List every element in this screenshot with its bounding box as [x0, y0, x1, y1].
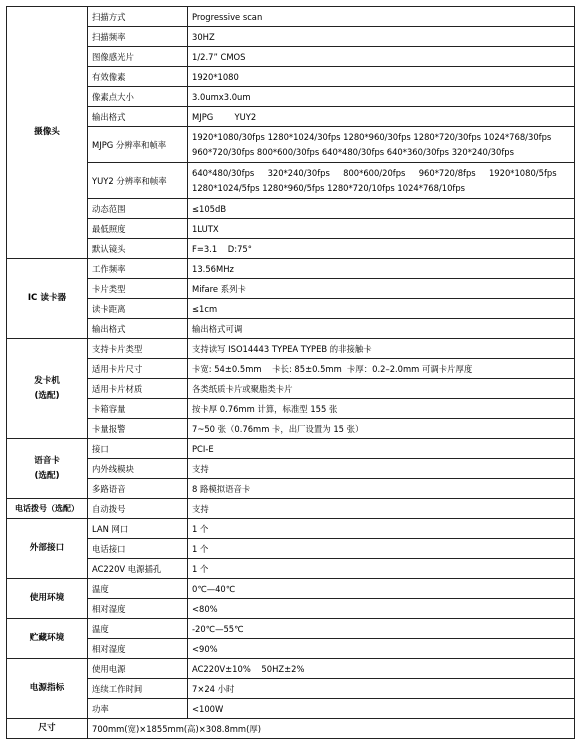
item-value: 各类纸质卡片或聚脂类卡片 [188, 379, 575, 399]
item-value: -20℃—55℃ [188, 619, 575, 639]
item-label: 扫描频率 [88, 27, 188, 47]
table-row [7, 163, 575, 199]
item-value: 按卡厚 0.76mm 计算，标准型 155 张 [188, 399, 575, 419]
table-row [7, 379, 575, 399]
item-value: MJPG YUY2 [188, 107, 575, 127]
table-row [7, 219, 575, 239]
table-row [7, 539, 575, 559]
item-value: 13.56MHz [188, 259, 575, 279]
item-label: 工作频率 [88, 259, 188, 279]
item-label: 功率 [88, 699, 188, 719]
table-row [7, 47, 575, 67]
item-label: 最低照度 [88, 219, 188, 239]
item-label: 温度 [88, 579, 188, 599]
item-value: 1920*1080 [188, 67, 575, 87]
item-value: ≤105dB [188, 199, 575, 219]
item-value: 1 个 [188, 519, 575, 539]
item-label: 卡箱容量 [88, 399, 188, 419]
group-voice-card [7, 439, 88, 499]
table-row [7, 579, 575, 599]
item-value: 7~50 张（0.76mm 卡，出厂设置为 15 张） [188, 419, 575, 439]
item-value: AC220V±10% 50HZ±2% [188, 659, 575, 679]
table-row [7, 299, 575, 319]
table-row [7, 259, 575, 279]
item-value: 1 个 [188, 539, 575, 559]
item-label: 读卡距离 [88, 299, 188, 319]
item-label: 相对湿度 [88, 599, 188, 619]
item-label: 输出格式 [88, 319, 188, 339]
group-label: 使用环境 [29, 593, 65, 603]
group-ic-reader [7, 259, 88, 339]
item-value: 1/2.7” CMOS [188, 47, 575, 67]
table-row [7, 619, 575, 639]
item-label: 图像感光片 [88, 47, 188, 67]
table-row [7, 27, 575, 47]
group-sublabel: (选配) [34, 470, 60, 481]
item-label: 内外线模块 [88, 459, 188, 479]
item-label: 接口 [88, 439, 188, 459]
table-row [7, 679, 575, 699]
table-row [7, 339, 575, 359]
item-label: 支持卡片类型 [88, 339, 188, 359]
group-label: 电话拨号（选配） [15, 504, 79, 513]
item-value: 输出格式可调 [188, 319, 575, 339]
item-value: 1920*1080/30fps 1280*1024/30fps 1280*960/30fps 1280*720/30fps 1024*768/30fps 960*720/30fps 800*600/30fps 640*480/30fps 640*360/30fps 320*240/30fps [188, 127, 575, 163]
table-row [7, 639, 575, 659]
table-row [7, 279, 575, 299]
item-value: 3.0umx3.0um [188, 87, 575, 107]
table-row [7, 239, 575, 259]
item-value: 卡宽: 54±0.5mm 卡长: 85±0.5mm 卡厚：0.2–2.0mm 可调卡片厚度 [188, 359, 575, 379]
item-value: Progressive scan [188, 7, 575, 27]
table-row [7, 199, 575, 219]
item-label: 动态范围 [88, 199, 188, 219]
item-value: ≤1cm [188, 299, 575, 319]
item-label: 多路语音 [88, 479, 188, 499]
group-card-dispenser [7, 339, 88, 439]
group-label: 外部接口 [29, 543, 65, 553]
group-label: 电源指标 [29, 683, 65, 693]
item-label: 适用卡片材质 [88, 379, 188, 399]
item-value: 支持 [188, 499, 575, 519]
item-label: 连续工作时间 [88, 679, 188, 699]
table-row [7, 87, 575, 107]
group-label: 语音卡 [34, 455, 60, 466]
table-row [7, 559, 575, 579]
group-label: IC 读卡器 [27, 293, 67, 303]
group-camera [7, 7, 88, 259]
table-row [7, 107, 575, 127]
item-value: 8 路模拟语音卡 [188, 479, 575, 499]
item-label: 相对湿度 [88, 639, 188, 659]
item-label: AC220V 电源插孔 [88, 559, 188, 579]
item-value: <90% [188, 639, 575, 659]
item-label: 默认镜头 [88, 239, 188, 259]
group-label: 发卡机 [34, 375, 60, 386]
item-value: 0℃—40℃ [188, 579, 575, 599]
table-row [7, 359, 575, 379]
group-label: 摄像头 [34, 127, 60, 137]
table-row [7, 479, 575, 499]
group-label: 贮藏环境 [29, 633, 65, 643]
table-row [7, 719, 575, 739]
table-row [7, 439, 575, 459]
table-row [7, 127, 575, 163]
table-row [7, 7, 575, 27]
item-value: 7×24 小时 [188, 679, 575, 699]
item-label: 使用电源 [88, 659, 188, 679]
item-label: 电话接口 [88, 539, 188, 559]
item-value: Mifare 系列卡 [188, 279, 575, 299]
item-value: 640*480/30fps 320*240/30fps 800*600/20fps 960*720/8fps 1920*1080/5fps 1280*1024/5fps 1280*960/5fps 1280*720/10fps 1024*768/10fps [188, 163, 575, 199]
table-row [7, 399, 575, 419]
item-label: 扫描方式 [88, 7, 188, 27]
item-label: 卡片类型 [88, 279, 188, 299]
item-label: 自动拨号 [88, 499, 188, 519]
item-value: <80% [188, 599, 575, 619]
item-label: 卡量报警 [88, 419, 188, 439]
table-row [7, 459, 575, 479]
table-row [7, 67, 575, 87]
item-label: 有效像素 [88, 67, 188, 87]
item-value: PCI-E [188, 439, 575, 459]
item-value: 1 个 [188, 559, 575, 579]
item-label: MJPG 分辨率和帧率 [88, 127, 188, 163]
table-row [7, 499, 575, 519]
group-external-ports [7, 519, 88, 579]
item-label: LAN 网口 [88, 519, 188, 539]
item-value: <100W [188, 699, 575, 719]
item-value: 1LUTX [188, 219, 575, 239]
item-value: F=3.1 D:75° [188, 239, 575, 259]
item-value: 支持 [188, 459, 575, 479]
item-label: 输出格式 [88, 107, 188, 127]
group-size: 尺寸 [7, 719, 88, 739]
size-value: 700mm(宽)×1855mm(高)×308.8mm(厚) [88, 719, 575, 739]
spec-table [6, 6, 575, 739]
group-storage-env [7, 619, 88, 659]
table-row [7, 599, 575, 619]
item-label: 像素点大小 [88, 87, 188, 107]
table-row [7, 319, 575, 339]
spec-sheet [6, 6, 574, 739]
item-value: 支持读写 ISO14443 TYPEA TYPEB 的非接触卡 [188, 339, 575, 359]
item-label: 适用卡片尺寸 [88, 359, 188, 379]
item-label: YUY2 分辨率和帧率 [88, 163, 188, 199]
item-value: 30HZ [188, 27, 575, 47]
table-row [7, 519, 575, 539]
table-row [7, 419, 575, 439]
group-phone-dial [7, 499, 88, 519]
item-label: 温度 [88, 619, 188, 639]
table-row [7, 699, 575, 719]
table-row [7, 659, 575, 679]
group-operating-env [7, 579, 88, 619]
group-power [7, 659, 88, 719]
group-sublabel: (选配) [34, 390, 60, 401]
